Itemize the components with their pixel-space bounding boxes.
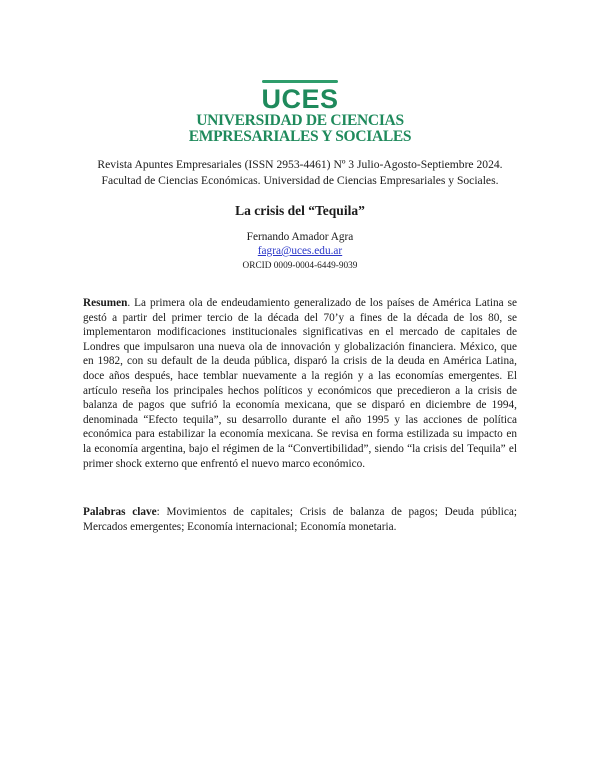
article-title: La crisis del “Tequila” (235, 203, 365, 218)
journal-line-1: Revista Apuntes Empresariales (ISSN 2953-4461) Nº 3 Julio-Agosto-Septiembre 2024. (97, 158, 503, 171)
university-logo (0, 80, 600, 145)
abstract-text: . La primera ola de endeudamiento generalizado de los países de América Latina se gestó a partir del primer tercio de la década del 70’y a fines de la década de los 80, se implementaron modificaciones institucionales significativas en el mercado de capitales de Londres que impulsaron una nueva ola de innovación y globalización financiera. México, que en 1982, con su default de la deuda pública, disparó la crisis de la deuda en América Latina, doce años después, hace temblar nuevamente a la región y a las economías emergentes. El artículo reseña los principales hechos políticos y económicos que precedieron a la crisis de balanza de pagos que sufrió la economía mexicana, que se disparó en diciembre de 1994, denominada “Efecto tequila”, su desarrollo durante el año 1995 y las acciones de política económica para estabilizar la economía mexicana. Se revisa en forma estilizada su impacto en la economía argentina, bajo el régimen de la “Convertibilidad”, siendo “la crisis del Tequila” el primer shock externo que enfrentó el nuevo marco económico. (83, 297, 517, 470)
journal-line-2: Facultad de Ciencias Económicas. Universidad de Ciencias Empresariales y Sociales. (101, 173, 499, 187)
keywords (83, 505, 517, 534)
abstract-label: Resumen (83, 297, 128, 309)
author-block (0, 230, 600, 273)
logo-mark: UCES (261, 84, 339, 114)
abstract (83, 296, 517, 471)
keywords-label: Palabras clave (83, 506, 157, 518)
logo-rule (262, 80, 338, 83)
journal-info (0, 157, 600, 188)
author-name: Fernando Amador Agra (246, 231, 354, 243)
keywords-text: : Movimientos de capitales; Crisis de balanza de pagos; Deuda pública; Mercados emergentes; Economía internacional; Economía monetaria. (83, 506, 517, 533)
author-email-link[interactable]: fagra@uces.edu.ar (257, 245, 343, 257)
author-orcid: ORCID 0009-0004-6449-9039 (242, 261, 358, 271)
logo-line-1: UNIVERSIDAD DE CIENCIAS (196, 112, 404, 129)
logo-line-2: EMPRESARIALES Y SOCIALES (188, 128, 412, 145)
